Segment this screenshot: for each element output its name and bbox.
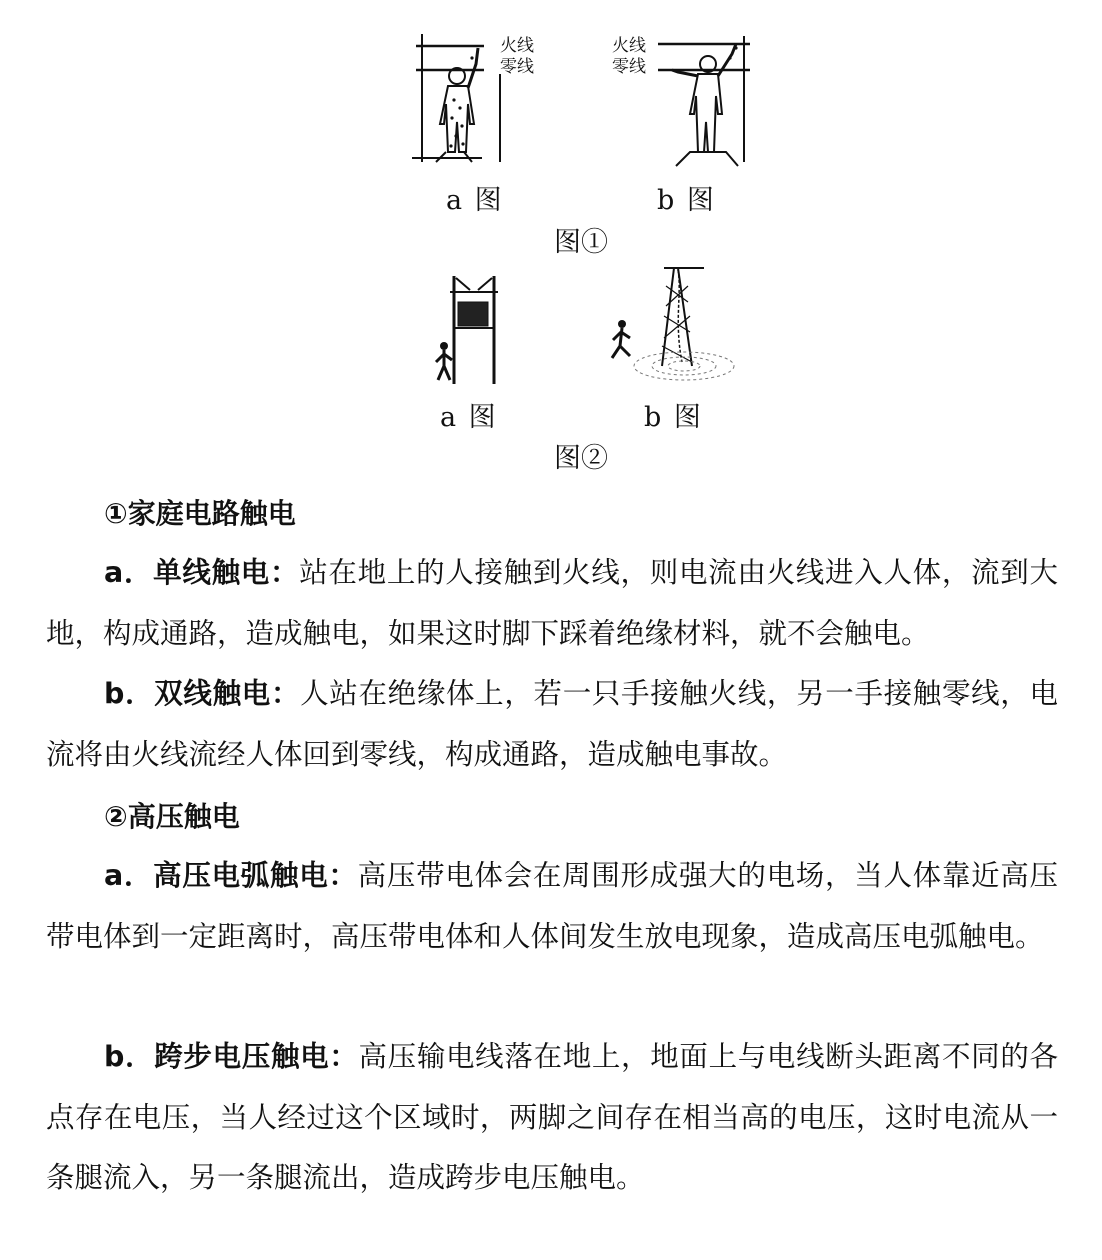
figure2-b-illustration [608,262,738,387]
section1-item-b-label: b．双线触电： [104,677,301,710]
figure1-a-hot-wire-label: 火线 [500,36,534,56]
section2-item-b [46,1027,1058,1209]
figure1-b-illustration [650,34,760,169]
figure1-b-neutral-wire-label: 零线 [612,57,646,77]
section1-item-a-label: a．单线触电： [104,556,300,589]
section2-item-b-label: b．跨步电压触电： [104,1040,359,1073]
section2-item-a-text: 高压带电体会在周围形成强大的电场，当人体靠近高压带电体到一定距离时，高压带电体和人体间发生放电现象，造成高压电弧触电。 [46,859,1058,953]
section1-item-b [46,664,1058,785]
section1-item-a [46,543,1058,664]
figure1-caption-b: b 图 [657,185,716,216]
section1-heading: ①家庭电路触电 [104,497,296,530]
section2-item-a-label: a．高压电弧触电： [104,859,358,892]
section1-item-b-text: 人站在绝缘体上，若一只手接触火线，另一手接触零线，电流将由火线流经人体回到零线，构成通路，造成触电事故。 [46,677,1058,771]
figure2-title: 图② [554,443,608,474]
section1-item-a-text: 站在地上的人接触到火线，则电流由火线进入人体，流到大地，构成通路，造成触电，如果这时脚下踩着绝缘材料，就不会触电。 [46,556,1058,650]
section2-heading: ②高压触电 [104,800,240,833]
figure1-a-neutral-wire-label: 零线 [500,57,534,77]
section2-item-a [46,846,1058,967]
figure2-caption-b: b 图 [644,402,703,433]
section2-item-b-text: 高压输电线落在地上，地面上与电线断头距离不同的各点存在电压，当人经过这个区域时，两脚之间存在相当高的电压，这时电流从一条腿流入，另一条腿流出，造成跨步电压触电。 [46,1040,1058,1194]
figure2-a-illustration [432,268,512,388]
figure1-b-hot-wire-label: 火线 [612,36,646,56]
figure1-caption-a: a 图 [446,185,504,216]
figure1-title: 图① [554,227,608,258]
figure2-caption-a: a 图 [440,402,498,433]
